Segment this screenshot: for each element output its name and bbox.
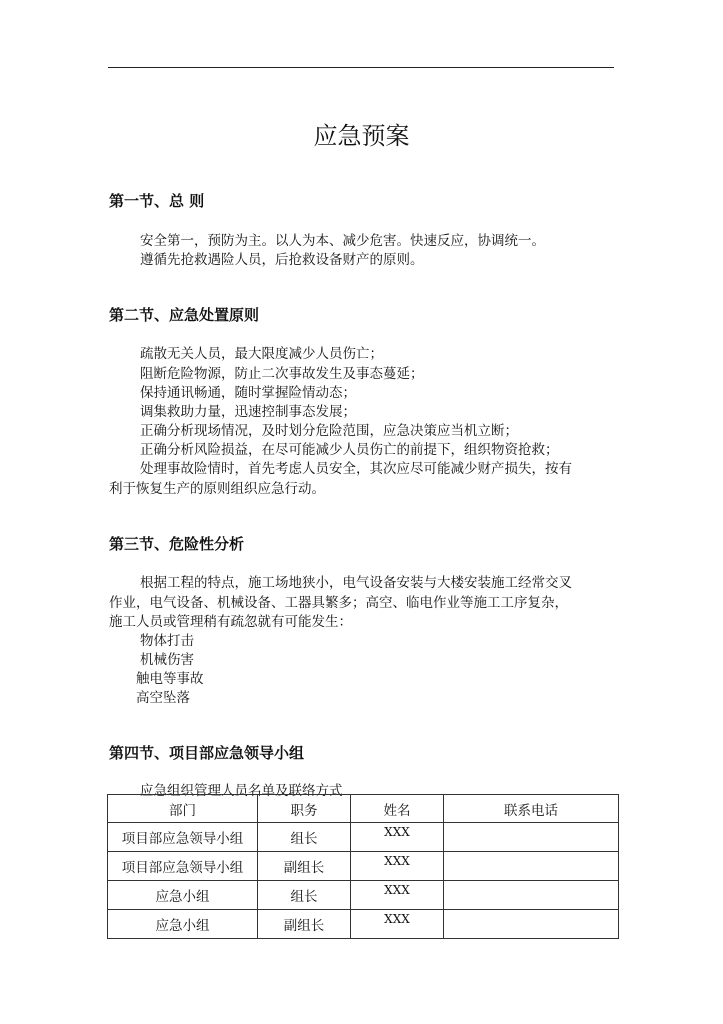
name-value: XXX	[384, 825, 410, 839]
position-cell: 副组长	[258, 852, 351, 881]
position-cell: 组长	[258, 823, 351, 852]
section-3-line: 施工人员或管理稍有疏忽就有可能发生：	[109, 614, 352, 630]
hazard-item: 机械伤害	[140, 652, 194, 668]
hazard-item: 高空坠落	[136, 690, 190, 706]
header-rule	[108, 67, 614, 68]
section-2-heading: 第二节、应急处置原则	[109, 306, 260, 324]
section-1-line: 安全第一，预防为主。以人为本、减少危害。快速反应，协调统一。	[140, 233, 545, 249]
position-cell: 组长	[258, 881, 351, 910]
phone-cell	[444, 910, 619, 939]
hazard-item: 物体打击	[140, 633, 194, 649]
department-cell: 应急小组	[108, 881, 258, 910]
section-2-line: 正确分析风险损益，在尽可能减少人员伤亡的前提下，组织物资抢救；	[140, 442, 559, 458]
table-row	[108, 881, 619, 910]
name-cell	[351, 881, 444, 910]
contacts-table	[107, 794, 619, 939]
document-title: 应急预案	[313, 122, 410, 150]
column-header: 部门	[108, 795, 258, 823]
section-1-line: 遵循先抢救遇险人员，后抢救设备财产的原则。	[140, 252, 424, 268]
position-cell: 副组长	[258, 910, 351, 939]
section-3-line: 作业，电气设备、机械设备、工器具繁多；高空、临电作业等施工工序复杂，	[109, 595, 568, 611]
section-2-line: 处理事故险情时，首先考虑人员安全，其次应尽可能减少财产损失，按有	[140, 461, 572, 477]
table-row	[108, 823, 619, 852]
section-4-heading: 第四节、项目部应急领导小组	[109, 744, 305, 762]
department-cell: 应急小组	[108, 910, 258, 939]
name-cell	[351, 910, 444, 939]
section-3-heading: 第三节、危险性分析	[109, 535, 245, 553]
hazard-item: 触电等事故	[136, 671, 204, 687]
column-header: 联系电话	[444, 795, 619, 823]
section-3-line: 根据工程的特点，施工场地狭小，电气设备安装与大楼安装施工经常交叉	[140, 575, 572, 591]
section-2-line: 正确分析现场情况，及时划分危险范围，应急决策应当机立断；	[140, 423, 518, 439]
name-cell	[351, 823, 444, 852]
table-caption: 应急组织管理人员名单及联络方式	[140, 783, 343, 799]
table-row	[108, 852, 619, 881]
section-2-line: 利于恢复生产的原则组织应急行动。	[109, 481, 325, 497]
section-2-line: 调集救助力量，迅速控制事态发展；	[140, 404, 356, 420]
section-2-line: 保持通讯畅通，随时掌握险情动态；	[140, 385, 356, 401]
section-2-line: 疏散无关人员，最大限度减少人员伤亡；	[140, 346, 383, 362]
phone-cell	[444, 881, 619, 910]
table-row	[108, 910, 619, 939]
department-cell: 项目部应急领导小组	[108, 852, 258, 881]
table-header-row	[108, 795, 619, 823]
name-value: XXX	[384, 883, 410, 897]
name-value: XXX	[384, 854, 410, 868]
name-cell	[351, 852, 444, 881]
section-1-heading: 第一节、总 则	[109, 192, 205, 210]
column-header: 职务	[258, 795, 351, 823]
department-cell: 项目部应急领导小组	[108, 823, 258, 852]
column-header: 姓名	[351, 795, 444, 823]
section-2-line: 阻断危险物源，防止二次事故发生及事态蔓延；	[140, 366, 424, 382]
phone-cell	[444, 823, 619, 852]
name-value: XXX	[384, 912, 410, 926]
phone-cell	[444, 852, 619, 881]
